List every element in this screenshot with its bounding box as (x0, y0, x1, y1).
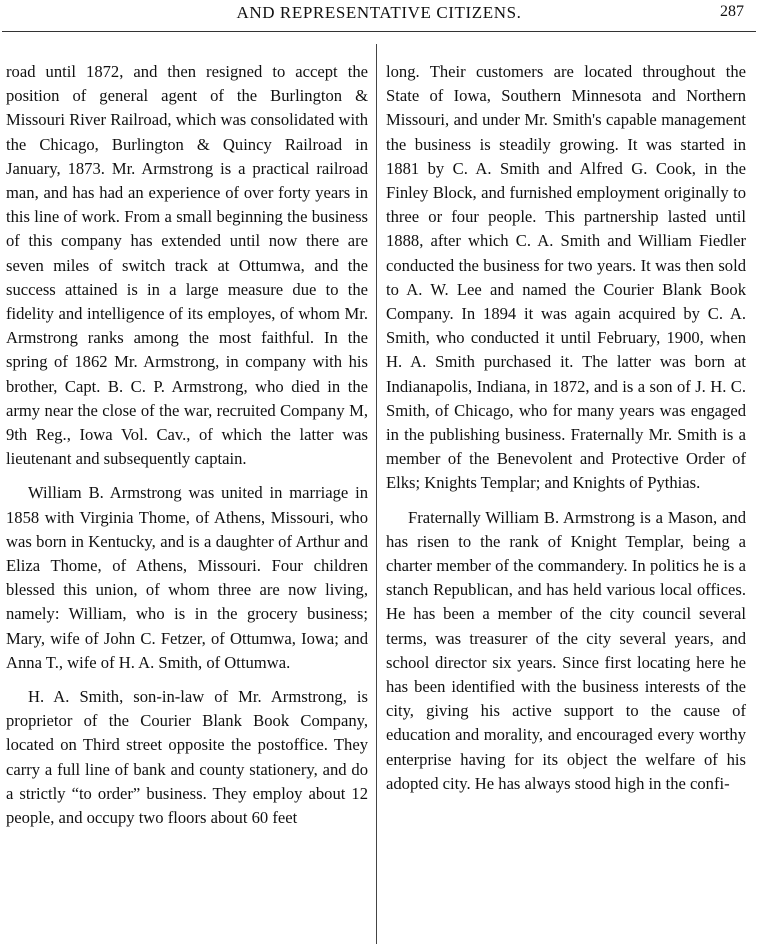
left-column (6, 60, 368, 830)
paragraph-fraternal: Fraternally William B. Armstrong is a Mason, and has risen to the rank of Knight Templar, being a charter member of the commandery. In politics he is a stanch Republican, and has held various local offices. He has been a member of the city council several terms, was treasurer of the city several years, and school director six years. Since first locating here he has been identified with the business interests of the city, giving his active support to the cause of education and morality, and encouraged every worthy enterprise having for its object the welfare of his adopted city. He has always stood high in the confi- (386, 507, 746, 793)
column-divider (376, 44, 377, 944)
running-head: AND REPRESENTATIVE CITIZENS. (236, 3, 522, 22)
paragraph-railroad-career: road until 1872, and then resigned to accept the position of general agent of the Burlington & Missouri River Railroad, which was consolidated with the Chicago, Burlington & Quincy Railroad in January, 1873. Mr. Armstrong is a practical railroad man, and has had an experience of over forty years in this line of work. From a small beginning the business of this company has extended until now there are seven miles of switch track at Ottumwa, and the success attained is in a large measure due to the fidelity and intelligence of its employes, of whom Mr. Armstrong ranks among the most faithful. In the spring of 1862 Mr. Armstrong, in company with his brother, Capt. B. C. P. Armstrong, who died in the army near the close of the war, recruited Company M, 9th Reg., Iowa Vol. Cav., of which the latter was lieutenant and subsequently captain. (6, 62, 368, 469)
page-number: 287 (720, 3, 744, 20)
page-header (0, 0, 758, 28)
right-column (386, 60, 746, 796)
paragraph-h-a-smith: H. A. Smith, son-in-law of Mr. Armstrong, is proprietor of the Courier Blank Book Company, located on Third street opposite the postoffice. They carry a full line of bank and county stationery, and do a strictly “to order” business. They employ about 12 people, and occupy two floors about 60 feet (6, 687, 368, 828)
paragraph-marriage: William B. Armstrong was united in marriage in 1858 with Virginia Thome, of Athens, Missouri, who was born in Kentucky, and is a daughter of Arthur and Eliza Thome, of Athens, Missouri. Four children blessed this union, of whom three are now living, namely: William, who is in the grocery business; Mary, wife of John C. Fetzer, of Ottumwa, Iowa; and Anna T., wife of H. A. Smith, of Ottumwa. (6, 483, 368, 672)
header-rule (2, 31, 756, 32)
paragraph-courier-company: long. Their customers are located throughout the State of Iowa, Southern Minnesota and Northern Missouri, and under Mr. Smith's capable management the business is steadily growing. It was started in 1881 by C. A. Smith and Alfred G. Cook, in the Finley Block, and furnished employment originally to three or four people. This partnership lasted until 1888, after which C. A. Smith and William Fiedler conducted the business for two years. It was then sold to A. W. Lee and named the Courier Blank Book Company. In 1894 it was again acquired by C. A. Smith, who conducted it until February, 1900, when H. A. Smith purchased it. The latter was born at Indianapolis, Indiana, in 1872, and is a son of J. H. C. Smith, of Chicago, who for many years was engaged in the publishing business. Fraternally Mr. Smith is a member of the Benevolent and Protective Order of Elks; Knights Templar; and Knights of Pythias. (386, 62, 746, 493)
